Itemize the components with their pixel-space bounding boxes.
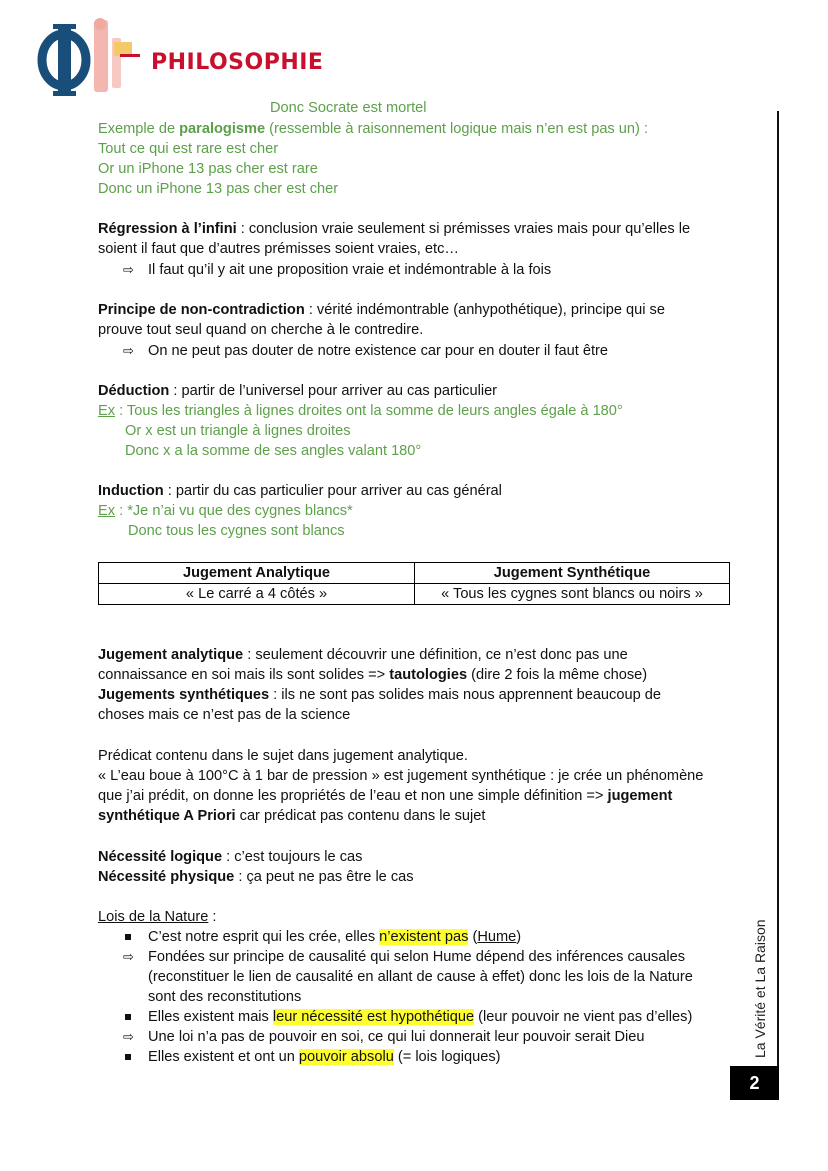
hume-reference: Hume (477, 929, 517, 945)
table-row (99, 584, 730, 605)
regression-def: : conclusion vraie seulement si prémisses vraies mais pour qu’elles le (236, 221, 691, 237)
lois-bullet-3 (148, 1007, 692, 1027)
table-header-cell: Jugement Synthétique (415, 563, 730, 584)
highlight-pouvoir-absolu: pouvoir absolu (298, 1049, 394, 1065)
paralogisme-line: Donc un iPhone 13 pas cher est cher (98, 181, 339, 197)
predicat-line-4 (98, 806, 485, 826)
necessite-logique-def: : c’est toujours le cas (222, 849, 363, 865)
deduction-example-3: Donc x a la somme de ses angles valant 180° (125, 443, 422, 459)
induction-example (98, 501, 353, 521)
arrow-bullet-icon: ⇨ (123, 343, 134, 358)
lois-bullet-2: Fondées sur principe de causalité qui selon Hume dépend des inférences causales (148, 949, 686, 965)
predicat-line-3 (98, 786, 672, 806)
lois-heading (98, 907, 216, 927)
deduction-definition (98, 381, 497, 401)
necessite-physique-term: Nécessité physique (98, 869, 235, 885)
synthetique-a-priori-term: synthétique A Priori (98, 808, 236, 824)
deduction-example-1: : Tous les triangles à lignes droites ont la somme de leurs angles égale à 180° (115, 403, 623, 419)
margin-rule (777, 111, 779, 1100)
phi-philosophy-logo-icon (36, 16, 142, 96)
deduction-example-2: Or x est un triangle à lignes droites (125, 423, 351, 439)
jugement-analytique-definition (98, 645, 628, 665)
table-cell: « Le carré a 4 côtés » (99, 584, 415, 605)
lois-bullet-1 (148, 927, 521, 947)
table-header-cell: Jugement Analytique (99, 563, 415, 584)
induction-definition (98, 481, 502, 501)
necessite-logique (98, 847, 362, 867)
induction-example-2: Donc tous les cygnes sont blancs (128, 523, 345, 539)
lois-bullet-2-cont: sont des reconstitutions (148, 989, 302, 1005)
jugements-synthetiques-definition (98, 685, 661, 705)
lois-bullet-3-suffix: (leur pouvoir ne vient pas d’elles) (474, 1009, 693, 1025)
paralogisme-prefix: Exemple de (98, 121, 180, 137)
paren-open: ( (468, 929, 478, 945)
brand-title: PHILOSOPHIE (151, 50, 324, 75)
predicat-line-3-text: que j’ai prédit, on donne les propriétés de l’eau et non une simple définition => (98, 788, 608, 804)
lois-bullet-5 (148, 1047, 501, 1067)
non-contradiction-bullet: On ne peut pas douter de notre existence car pour en douter il faut être (148, 343, 608, 359)
lois-bullet-1-text: C’est notre esprit qui les crée, elles (148, 929, 380, 945)
sidebar-chapter-title: La Vérité et La Raison (752, 919, 768, 1058)
paralogisme-heading (98, 119, 648, 139)
paralogisme-suffix: (ressemble à raisonnement logique mais n’en est pas un) : (265, 121, 648, 137)
lois-bullet-5-text: Elles existent et ont un (148, 1049, 299, 1065)
lois-title-suffix: : (208, 909, 217, 925)
jugements-synthetiques-def-cont: choses mais ce n’est pas de la science (98, 707, 351, 723)
regression-def-cont: soient il faut que d’autres prémisses soient vraies, etc… (98, 241, 459, 257)
example-label: Ex (98, 403, 116, 419)
induction-def: : partir du cas particulier pour arriver au cas général (163, 483, 502, 499)
necessite-logique-term: Nécessité logique (98, 849, 223, 865)
jugements-table (98, 562, 730, 605)
jugement-analytique-term: Jugement analytique (98, 647, 244, 663)
highlight-necessite-hypothetique: leur nécessité est hypothétique (272, 1009, 475, 1025)
lois-bullet-4: Une loi n’a pas de pouvoir en soi, ce qui lui donnerait leur pouvoir serait Dieu (148, 1029, 645, 1045)
non-contradiction-def: : vérité indémontrable (anhypothétique), principe qui se (304, 302, 665, 318)
paren-close: ) (516, 929, 522, 945)
lois-title: Lois de la Nature (98, 909, 209, 925)
regression-bullet: Il faut qu’il y ait une proposition vraie et indémontrable à la fois (148, 262, 552, 278)
lois-bullet-2-cont: (reconstituer le lien de causalité en allant de cause à effet) donc les lois de la Nature (148, 969, 693, 985)
deduction-def: : partir de l’universel pour arriver au cas particulier (169, 383, 498, 399)
jugement-bold: jugement (607, 788, 673, 804)
syllogism-conclusion: Donc Socrate est mortel (270, 100, 427, 116)
predicat-line-4-text: car prédicat pas contenu dans le sujet (235, 808, 486, 824)
arrow-bullet-icon: ⇨ (123, 949, 134, 964)
jugements-synthetiques-term: Jugements synthétiques (98, 687, 270, 703)
jugement-analytique-def-a: connaissance en soi mais ils sont solides => (98, 667, 390, 683)
jugement-analytique-def: : seulement découvrir une définition, ce n’est donc pas une (243, 647, 628, 663)
square-bullet-icon (125, 1014, 131, 1020)
arrow-bullet-icon: ⇨ (123, 1029, 134, 1044)
deduction-example (98, 401, 623, 421)
lois-bullet-5-suffix: (= lois logiques) (393, 1049, 501, 1065)
predicat-line-1: Prédicat contenu dans le sujet dans jugement analytique. (98, 748, 468, 764)
square-bullet-icon (125, 1054, 131, 1060)
non-contradiction-definition (98, 300, 665, 320)
paralogisme-term: paralogisme (179, 121, 266, 137)
predicat-line-2: « L’eau boue à 100°C à 1 bar de pression » est jugement synthétique : je crée un phénomène (98, 768, 704, 784)
regression-definition (98, 219, 690, 239)
example-label: Ex (98, 503, 116, 519)
jugement-analytique-def-b: (dire 2 fois la même chose) (467, 667, 648, 683)
arrow-bullet-icon: ⇨ (123, 262, 134, 277)
paralogisme-line: Or un iPhone 13 pas cher est rare (98, 161, 318, 177)
non-contradiction-def-cont: prouve tout seul quand on cherche à le contredire. (98, 322, 424, 338)
page-number: 2 (730, 1066, 779, 1100)
paralogisme-line: Tout ce qui est rare est cher (98, 141, 279, 157)
non-contradiction-term: Principe de non-contradiction (98, 302, 305, 318)
lois-bullet-3-text: Elles existent mais (148, 1009, 273, 1025)
jugement-analytique-def-cont (98, 665, 647, 685)
regression-term: Régression à l’infini (98, 221, 237, 237)
induction-example-1: : *Je n’ai vu que des cygnes blancs* (115, 503, 353, 519)
tautologies-term: tautologies (389, 667, 468, 683)
deduction-term: Déduction (98, 383, 170, 399)
necessite-physique-def: : ça peut ne pas être le cas (234, 869, 414, 885)
necessite-physique (98, 867, 414, 887)
table-cell: « Tous les cygnes sont blancs ou noirs » (415, 584, 730, 605)
square-bullet-icon (125, 934, 131, 940)
jugements-synthetiques-def: : ils ne sont pas solides mais nous apprennent beaucoup de (269, 687, 661, 703)
table-header-row (99, 563, 730, 584)
induction-term: Induction (98, 483, 164, 499)
highlight-n-existent-pas: n’existent pas (379, 929, 469, 945)
